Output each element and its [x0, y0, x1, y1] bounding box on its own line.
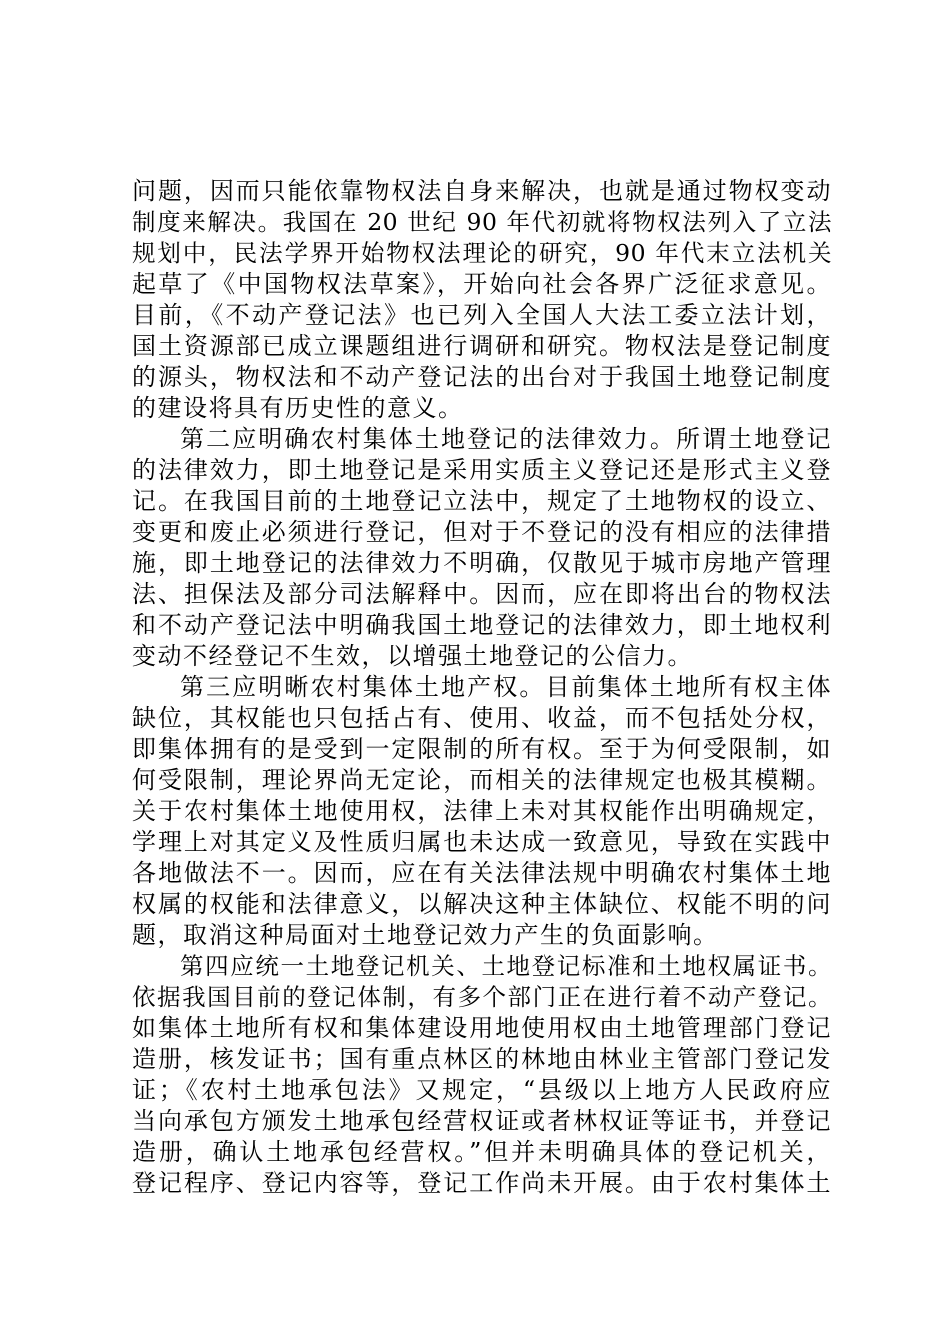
- text-line: 记。在我国目前的土地登记立法中，规定了土地物权的设立、: [132, 487, 832, 515]
- text-line: 国土资源部已成立课题组进行调研和研究。物权法是登记制度: [132, 332, 832, 360]
- text-line: 各地做法不一。因而，应在有关法律法规中明确农村集体土地: [132, 859, 832, 887]
- text-line: 如集体土地所有权和集体建设用地使用权由土地管理部门登记: [132, 1014, 832, 1042]
- text-line: 登记程序、登记内容等，登记工作尚未开展。由于农村集体土: [132, 1169, 832, 1197]
- text-line: 权属的权能和法律意义，以解决这种主体缺位、权能不明的问: [132, 890, 832, 918]
- text-line: 制度来解决。我国在 20 世纪 90 年代初就将物权法列入了立法: [132, 208, 832, 236]
- text-line: 关于农村集体土地使用权，法律上未对其权能作出明确规定，: [132, 797, 832, 825]
- text-line: 何受限制，理论界尚无定论，而相关的法律规定也极其模糊。: [132, 766, 832, 794]
- body-text: [132, 176, 832, 1199]
- text-line: 的法律效力，即土地登记是采用实质主义登记还是形式主义登: [132, 456, 832, 484]
- text-line: 变更和废止必须进行登记，但对于不登记的没有相应的法律措: [132, 518, 832, 546]
- text-line: 的建设将具有历史性的意义。: [132, 394, 464, 422]
- text-line: 即集体拥有的是受到一定限制的所有权。至于为何受限制，如: [132, 735, 832, 763]
- text-line: 变动不经登记不生效，以增强土地登记的公信力。: [132, 642, 693, 670]
- text-line: 证；《农村土地承包法》又规定，“县级以上地方人民政府应: [132, 1076, 832, 1104]
- text-line: 施，即土地登记的法律效力不明确，仅散见于城市房地产管理: [132, 549, 832, 577]
- text-line: 和不动产登记法中明确我国土地登记的法律效力，即土地权利: [132, 611, 832, 639]
- text-line: 第三应明晰农村集体土地产权。目前集体土地所有权主体: [180, 673, 832, 701]
- text-line: 第四应统一土地登记机关、土地登记标准和土地权属证书。: [180, 952, 832, 980]
- text-line: 缺位，其权能也只包括占有、使用、收益，而不包括处分权，: [132, 704, 832, 732]
- text-line: 起草了《中国物权法草案》，开始向社会各界广泛征求意见。: [132, 270, 832, 298]
- text-line: 法、担保法及部分司法解释中。因而，应在即将出台的物权法: [132, 580, 832, 608]
- text-line: 依据我国目前的登记体制，有多个部门正在进行着不动产登记。: [132, 983, 832, 1011]
- text-line: 问题，因而只能依靠物权法自身来解决，也就是通过物权变动: [132, 177, 832, 205]
- text-line: 造册，确认土地承包经营权。”但并未明确具体的登记机关，: [132, 1138, 832, 1166]
- text-line: 规划中，民法学界开始物权法理论的研究，90 年代末立法机关: [132, 239, 832, 267]
- text-line: 学理上对其定义及性质归属也未达成一致意见，导致在实践中: [132, 828, 832, 856]
- text-line: 题，取消这种局面对土地登记效力产生的负面影响。: [132, 921, 719, 949]
- text-line: 目前，《不动产登记法》也已列入全国人大法工委立法计划，: [132, 301, 832, 329]
- text-line: 造册，核发证书；国有重点林区的林地由林业主管部门登记发: [132, 1045, 832, 1073]
- text-line: 第二应明确农村集体土地登记的法律效力。所谓土地登记: [180, 425, 832, 453]
- text-line: 的源头，物权法和不动产登记法的出台对于我国土地登记制度: [132, 363, 832, 391]
- text-line: 当向承包方颁发土地承包经营权证或者林权证等证书，并登记: [132, 1107, 832, 1135]
